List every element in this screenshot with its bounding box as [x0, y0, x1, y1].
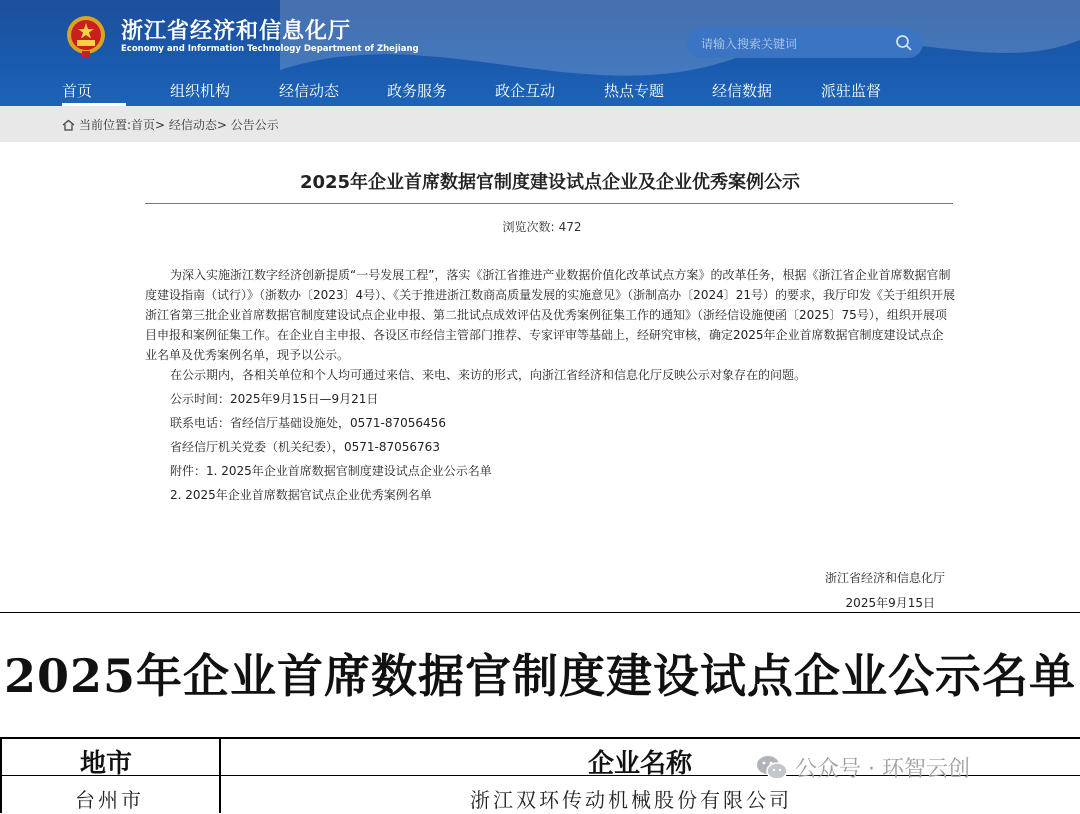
- table-header-company: 企业名称: [588, 749, 693, 779]
- table-border: [0, 737, 2, 813]
- nav-item-organization[interactable]: 组织机构: [170, 82, 231, 100]
- home-icon: [62, 119, 75, 131]
- table-border: [219, 737, 221, 813]
- title-divider: [145, 203, 953, 204]
- table-cell-city: 台州市: [75, 788, 144, 812]
- site-title: 浙江省经济和信息化厅: [121, 19, 352, 44]
- table-cell-company: 浙江双环传动机械股份有限公司: [470, 788, 792, 812]
- contact-line: 省经信厅机关党委（机关纪委），0571-87056763: [170, 440, 440, 454]
- nav-item-supervision[interactable]: 派驻监督: [821, 82, 882, 100]
- attachment-link[interactable]: 附件：1. 2025年企业首席数据官制度建设试点企业公示名单: [170, 464, 492, 478]
- article-title: 2025年企业首席数据官制度建设试点企业及企业优秀案例公示: [299, 172, 801, 193]
- search-icon[interactable]: [895, 34, 913, 52]
- site-header: [0, 0, 1080, 106]
- document-title: 2025年企业首席数据官制度建设试点企业公示名单: [3, 649, 1077, 703]
- wechat-icon: [755, 753, 789, 783]
- article-body: [145, 265, 955, 505]
- nav-item-home[interactable]: 首页: [62, 82, 93, 100]
- breadcrumb: [62, 116, 279, 133]
- publicity-period: 公示时间：2025年9月15日—9月21日: [170, 392, 379, 406]
- sign-date: 2025年9月15日: [845, 596, 935, 610]
- site-subtitle: Economy and Information Technology Department of Zhejiang: [121, 44, 419, 54]
- nav-item-interaction[interactable]: 政企互动: [495, 82, 556, 100]
- watermark-text: 公众号 · 环智云创: [795, 757, 970, 782]
- attachment-link[interactable]: 2. 2025年企业首席数据官试点企业优秀案例名单: [170, 488, 432, 502]
- breadcrumb-text[interactable]: 当前位置:首页> 经信动态> 公告公示: [79, 118, 279, 132]
- sign-org: 浙江省经济和信息化厅: [824, 571, 945, 585]
- main-nav: [0, 74, 1080, 106]
- view-count-label: 浏览次数:: [502, 220, 555, 234]
- article-paragraph: 在公示期内，各相关单位和个人均可通过来信、来电、来访的形式，向浙江省经济和信息化厅反映公示对象存在的问题。: [170, 368, 807, 382]
- view-count-value: 472: [558, 220, 582, 234]
- table-border: [0, 737, 1080, 739]
- national-emblem-icon: [66, 14, 106, 58]
- nav-item-topics[interactable]: 热点专题: [604, 82, 665, 100]
- search-input[interactable]: [699, 33, 893, 55]
- nav-item-news[interactable]: 经信动态: [279, 82, 340, 100]
- search-box[interactable]: [687, 28, 923, 58]
- breadcrumb-bar: [0, 106, 1080, 142]
- contact-line: 联系电话：省经信厅基础设施处，0571-87056456: [170, 416, 446, 430]
- watermark: [755, 752, 970, 783]
- table-header-city: 地市: [80, 749, 133, 779]
- article-paragraph: 为深入实施浙江数字经济创新提质“一号发展工程”，落实《浙江省推进产业数据价值化改革试点方案》的改革任务，根据《浙江省企业首席数据官制度建设指南（试行）》（浙数办〔2023〕4号）、《关于推进浙江数商高质量发展的实施意见》（浙制高办〔2024〕21号）的要求，我厅印发《关于组织开展浙江省第三批企业首席数据官制度建设试点企业申报、第二批试点成效评估及优秀案例征集工作的通知》（浙经信设施便函〔2025〕75号），组织开展项目申报和案例征集工作。在企业自主申报、各设区市经信主管部门推荐、专家评审等基础上，经研究审核，确定2025年企业首席数据官制度建设试点企业名单及优秀案例名单，现予以公示。: [145, 268, 955, 362]
- view-count: [0, 218, 1080, 235]
- nav-item-gov-services[interactable]: 政务服务: [387, 82, 448, 100]
- nav-item-data[interactable]: 经信数据: [712, 82, 773, 100]
